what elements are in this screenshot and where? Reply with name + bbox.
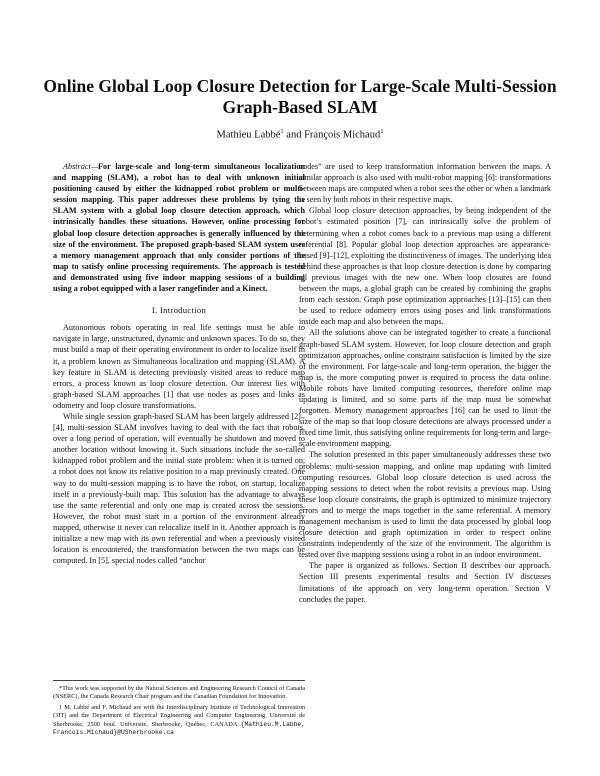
author-name: François Michaud xyxy=(304,129,381,141)
body-paragraph: The paper is organized as follows. Section II describes our approach. Section III presents experimental results and Section IV discusses limitations of the approach on very long-term operation. Section V concludes the paper. xyxy=(299,561,551,604)
footnote-funding: *This work was supported by the Natural Sciences and Engineering Research Council of Canada (NSERC), the Canada Research Chair program and the Canadian Foundation for Innovation. xyxy=(53,685,305,701)
abstract-body: For large-scale and long-term simultaneous localization and mapping (SLAM), a robot has to deal with unknown initial positioning caused by either the kidnapped robot problem or multi-session mapping. This paper addresses these problems by tying the SLAM system with a global loop closure detection approach, which intrinsically handles these situations. However, online processing for global loop closure detection approaches is generally influenced by the size of the environment. The proposed graph-based SLAM system uses a memory management approach that only consider portions of the map to satisfy online processing requirements. The approach is tested and demonstrated using five indoor mapping sessions of a building using a robot equipped with a laser rangefinder and a Kinect. xyxy=(53,162,305,294)
section-heading: I. Introduction xyxy=(151,305,207,316)
abstract-lead: Abstract xyxy=(63,162,91,171)
author-line xyxy=(40,128,560,141)
left-column xyxy=(53,161,305,566)
author-affiliation: 1 xyxy=(380,128,384,135)
author-emails: {Mathieu.M.Labbe, Francois.Michaud}@USherbrooke.ca xyxy=(53,720,305,737)
body-paragraph: Global loop closure detection approaches, by being independent of the robot’s estimated position [7], can intrinsically solve the problem of determining when a robot comes back to a previous map using a different referential [8]. Popular global loop detection approaches are appearance-based [9]–[12], exploiting the distinctiveness of images. The underlying idea behind these approaches is that loop closure detection is done by comparing all previous images with the new one. When loop closures are found between the maps, a global graph can be created by combining the graphs from each session. Graph pose optimization approaches [13]–[15] can then be used to reduce odometry errors using poses and link transformations inside each map and also between the maps. xyxy=(299,206,551,327)
body-paragraph: The solution presented in this paper simultaneously addresses these two problems: multi-session mapping, and online map updating with limited computing resources. Global loop closure detection is used across the mapping sessions to detect when the robot revisits a previous map. Using these loop closure constraints, the graph is optimized to minimize trajectory errors and to merge the maps together in the same referential. A memory management mechanism is used to limit the data processed by global loop closure detection and graph optimization in order to respect online constraints independently of the size of the environment. The algorithm is tested over five mapping sessions using a robot in an indoor environment. xyxy=(299,450,551,560)
right-column xyxy=(299,161,551,605)
abstract: Abstract—For large-scale and long-term simultaneous localization and mapping (SLAM), a robot has to deal with unknown initial positioning caused by either the kidnapped robot problem or multi-session mapping. This paper addresses these problems by tying the SLAM system with a global loop closure detection approach, which intrinsically handles these situations. However, online processing for global loop closure detection approaches is generally influenced by the size of the environment. The proposed graph-based SLAM system uses a memory management approach that only consider portions of the map to satisfy online processing requirements. The approach is tested and demonstrated using five indoor mapping sessions of a building using a robot equipped with a laser rangefinder and a Kinect. xyxy=(53,162,305,294)
author-name: Mathieu Labbé xyxy=(216,129,281,141)
body-paragraph: nodes” are used to keep transformation information between the maps. A similar approach is also used with multi-robot mapping [6]: transformations between maps are computed when a robot sees the other or when a landmark is seen by both robots in their respective maps. xyxy=(299,162,551,205)
body-paragraph: While single session graph-based SLAM has been largely addressed [2]–[4], multi-session SLAM involves having to deal with the fact that robots, over a long period of operation, will eventually be shutdown and moved to another location without knowing it. Such situations include the so-called kidnapped robot problem and the initial state problem: when it is turned on, a robot does not know its relative position to a map previously created. One way to do multi-session mapping is to have the robot, on startup, localize itself in a previously-built map. This solution has the advantage to always use the same referential and only one map is created across the sessions. However, the robot must start in a portion of the environment already mapped, otherwise it never can relocalize itself in it. Another approach is to initialize a new map with its own referential and when a previously visited location is encountered, the transformation between the two maps can be computed. In [5], special nodes called “anchor xyxy=(53,411,305,566)
footnotes xyxy=(53,680,305,739)
body-paragraph: All the solutions above can be integrated together to create a functional graph-based SLAM system. However, for loop closure detection and graph optimization approaches, online constraint satisfaction is limited by the size of the environment. For large-scale and long-term operation, the bigger the map is, the more computing power is required to process the data online. Mobile robots have limited computing resources, therefore online map updating is limited, and so some parts of the map must be somewhat forgotten. Memory management approaches [16] can be used to limit the size of the map so that loop closure detections are always processed under a fixed time limit, thus satisfying online requirements for long-term and large-scale environment mapping. xyxy=(299,328,551,449)
author-affiliation: 1 xyxy=(280,128,284,135)
body-paragraph: Autonomous robots operating in real life settings must be able to navigate in large, unstructured, dynamic and unknown spaces. To do so, they must build a map of their operating environment in order to localize itself in it, a problem known as Simultaneous localization and mapping (SLAM). A key feature in SLAM is detecting previously visited areas to reduce map errors, a process known as loop closure detection. Our interest lies with graph-based SLAM approaches [1] that use nodes as poses and links as odometry and loop closure transformations. xyxy=(53,323,305,410)
author-joiner: and xyxy=(286,129,302,141)
footnote-affiliation: 1 M. Labbé and F. Michaud are with the Interdisciplinary Institute of Technological Innovation (3IT) and the Department of Electrical Engineering and Computer Engineering, Université de Sherbrooke, 2500 boul. Université, Sherbrooke, Québec, CANADA {Mathieu.M.Labbe, Francois.Michaud}@USherbrooke.ca xyxy=(53,703,305,737)
paper-title: Online Global Loop Closure Detection for Large-Scale Multi-Session Graph-Based SLAM xyxy=(43,76,557,117)
